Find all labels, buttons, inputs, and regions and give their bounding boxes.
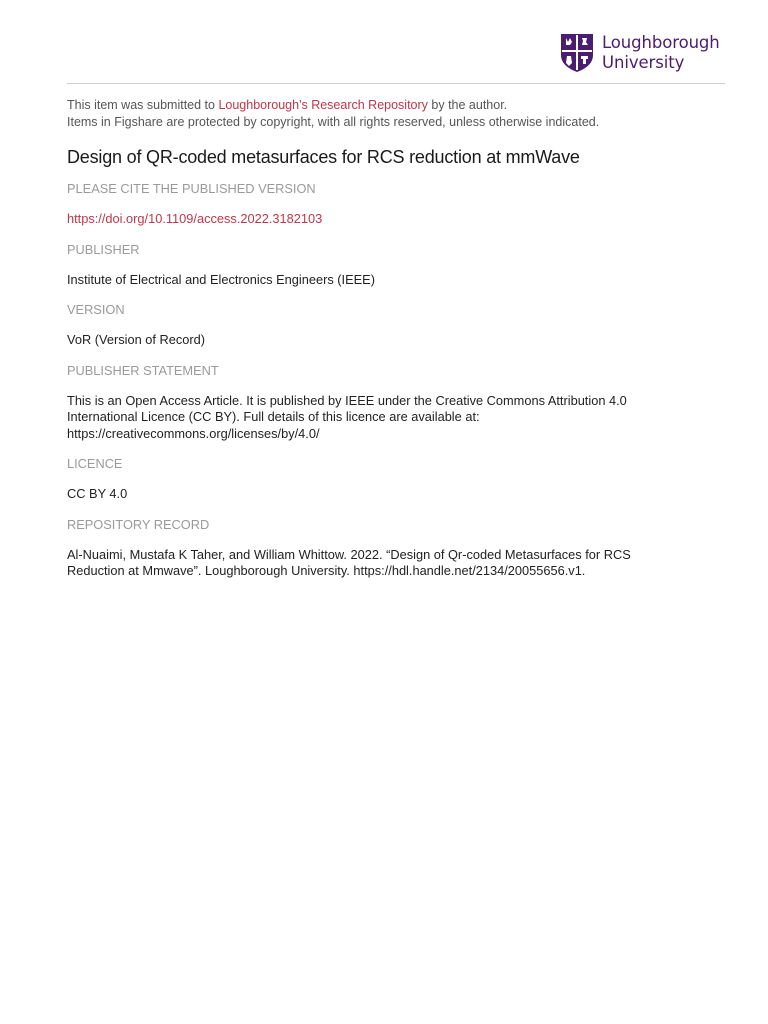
record-line-1: Al-Nuaimi, Mustafa K Taher, and William Whittow. 2022. “Design of Qr-coded Metasurfaces for RCS (67, 546, 631, 562)
university-logo-text (602, 33, 720, 73)
repository-record-value (67, 547, 707, 580)
publisher-statement-label: PUBLISHER STATEMENT (67, 362, 219, 378)
cite-label: PLEASE CITE THE PUBLISHED VERSION (67, 181, 316, 196)
licence-label: LICENCE (67, 456, 123, 471)
version-label: VERSION (67, 302, 125, 317)
statement-line-2: International Licence (CC BY). Full details of this licence are available at: (67, 409, 480, 424)
notice-line-2: Items in Figshare are protected by copyright, with all rights reserved, unless otherwise indicated. (67, 114, 600, 129)
publisher-value: Institute of Electrical and Electronics Engineers (IEEE) (67, 271, 375, 287)
cite-value (67, 211, 707, 228)
notice-suffix: by the author. (427, 98, 508, 112)
logo-line-2: University (602, 53, 685, 72)
notice-prefix: This item was submitted to (67, 98, 219, 112)
university-shield-icon (560, 33, 594, 73)
publisher-label: PUBLISHER (67, 241, 140, 257)
publisher-statement-value (67, 393, 707, 443)
university-logo (560, 33, 730, 75)
metadata-sections (67, 181, 707, 594)
header-divider (67, 83, 725, 84)
version-value: VoR (Version of Record) (67, 332, 205, 347)
statement-line-1: This is an Open Access Article. It is published by IEEE under the Creative Commons Attribution 4.0 (67, 392, 627, 408)
statement-line-3: https://creativecommons.org/licenses/by/4.0/ (67, 425, 320, 441)
repository-record-label: REPOSITORY RECORD (67, 516, 210, 532)
repository-link[interactable]: Loughborough's Research Repository (218, 98, 428, 112)
notice-line-1 (67, 97, 727, 114)
licence-value: CC BY 4.0 (67, 486, 128, 501)
repository-notice (67, 97, 727, 130)
document-title: Design of QR-coded metasurfaces for RCS reduction at mmWave (67, 147, 580, 167)
logo-line-1: Loughborough (602, 33, 720, 52)
doi-link[interactable]: https://doi.org/10.1109/access.2022.3182103 (67, 211, 323, 226)
record-line-2: Reduction at Mmwave”. Loughborough University. https://hdl.handle.net/2134/20055656.v1. (67, 563, 586, 578)
